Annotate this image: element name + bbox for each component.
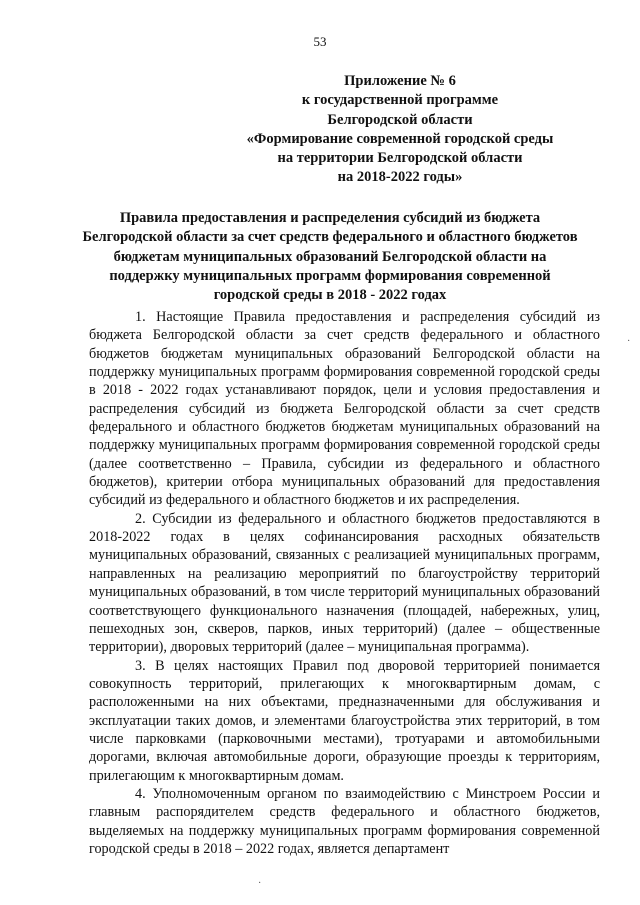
title-line: Белгородской области за счет средств федерального и областного бюджетов	[82, 229, 578, 246]
paragraph-2: 2. Субсидии из федерального и областного бюджетов предоставляются в 2018-2022 годах в целях софинансирования расходных обязательств муниципальных образований, связанных с реализацией муниципальных программ, направленных на реализацию мероприятий по благоустройству территорий муниципальных образований, в том числе территорий муниципальных образований соответствующего функционального назначения (площадей, набережных, улиц, пешеходных зон, скверов, парков, иных территорий) (далее – общественные территории), дворовых территорий (далее – муниципальная программа).	[89, 510, 600, 656]
title-line: городской среды в 2018 - 2022 годах	[213, 287, 447, 304]
scan-speck: ·	[258, 878, 262, 889]
paragraph-1: 1. Настоящие Правила предоставления и распределения субсидий из бюджета Белгородской области за счет средств федерального и областного бюджетов бюджетам муниципальных образований Белгородской области на поддержку муниципальных программ формирования современной городской среды в 2018 - 2022 годах устанавливают порядок, цели и условия предоставления и распределения субсидий из бюджета Белгородской области за счет средств федерального и областного бюджетов бюджетам муниципальных образований на поддержку муниципальных программ формирования современной городской среды (далее соответственно – Правила, субсидии из федерального и областного бюджетов), критерии отбора муниципальных образований для предоставления субсидий из федерального и областного бюджетов и их распределения.	[89, 309, 600, 509]
appendix-line: «Формирование современной городской среды	[246, 130, 554, 147]
appendix-line: к государственной программе	[301, 92, 499, 109]
title-line: бюджетам муниципальных образований Белгородской области на	[113, 248, 547, 265]
scan-speck: ·	[627, 336, 631, 347]
appendix-line: на 2018-2022 годы»	[337, 169, 463, 186]
appendix-header	[190, 72, 610, 188]
document-title	[60, 209, 600, 305]
document-body	[89, 308, 600, 858]
appendix-line: на территории Белгородской области	[277, 150, 523, 167]
paragraph-4: 4. Уполномоченным органом по взаимодействию с Минстроем России и главным распорядителем средств федерального и областного бюджетов, выделяемых на поддержку муниципальных программ формирования современной городской среды в 2018 – 2022 годах, является департамент	[89, 785, 600, 857]
appendix-line: Приложение № 6	[344, 73, 456, 89]
title-line: Правила предоставления и распределения субсидий из бюджета	[119, 210, 541, 226]
page-number: 53	[313, 34, 327, 49]
title-line: поддержку муниципальных программ формирования современной	[109, 267, 551, 284]
appendix-line: Белгородской области	[327, 111, 473, 128]
paragraph-3: 3. В целях настоящих Правил под дворовой территорией понимается совокупность территорий, прилегающих к многоквартирным домам, с расположенными на них объектами, предназначенными для обслуживания и эксплуатации таких домов, и элементами благоустройства этих территорий, в том числе парковками (парковочными местами), тротуарами и автомобильными дорогами, включая автомобильные дороги, образующие проезды к территориям, прилегающим к многоквартирным домам.	[89, 657, 600, 784]
